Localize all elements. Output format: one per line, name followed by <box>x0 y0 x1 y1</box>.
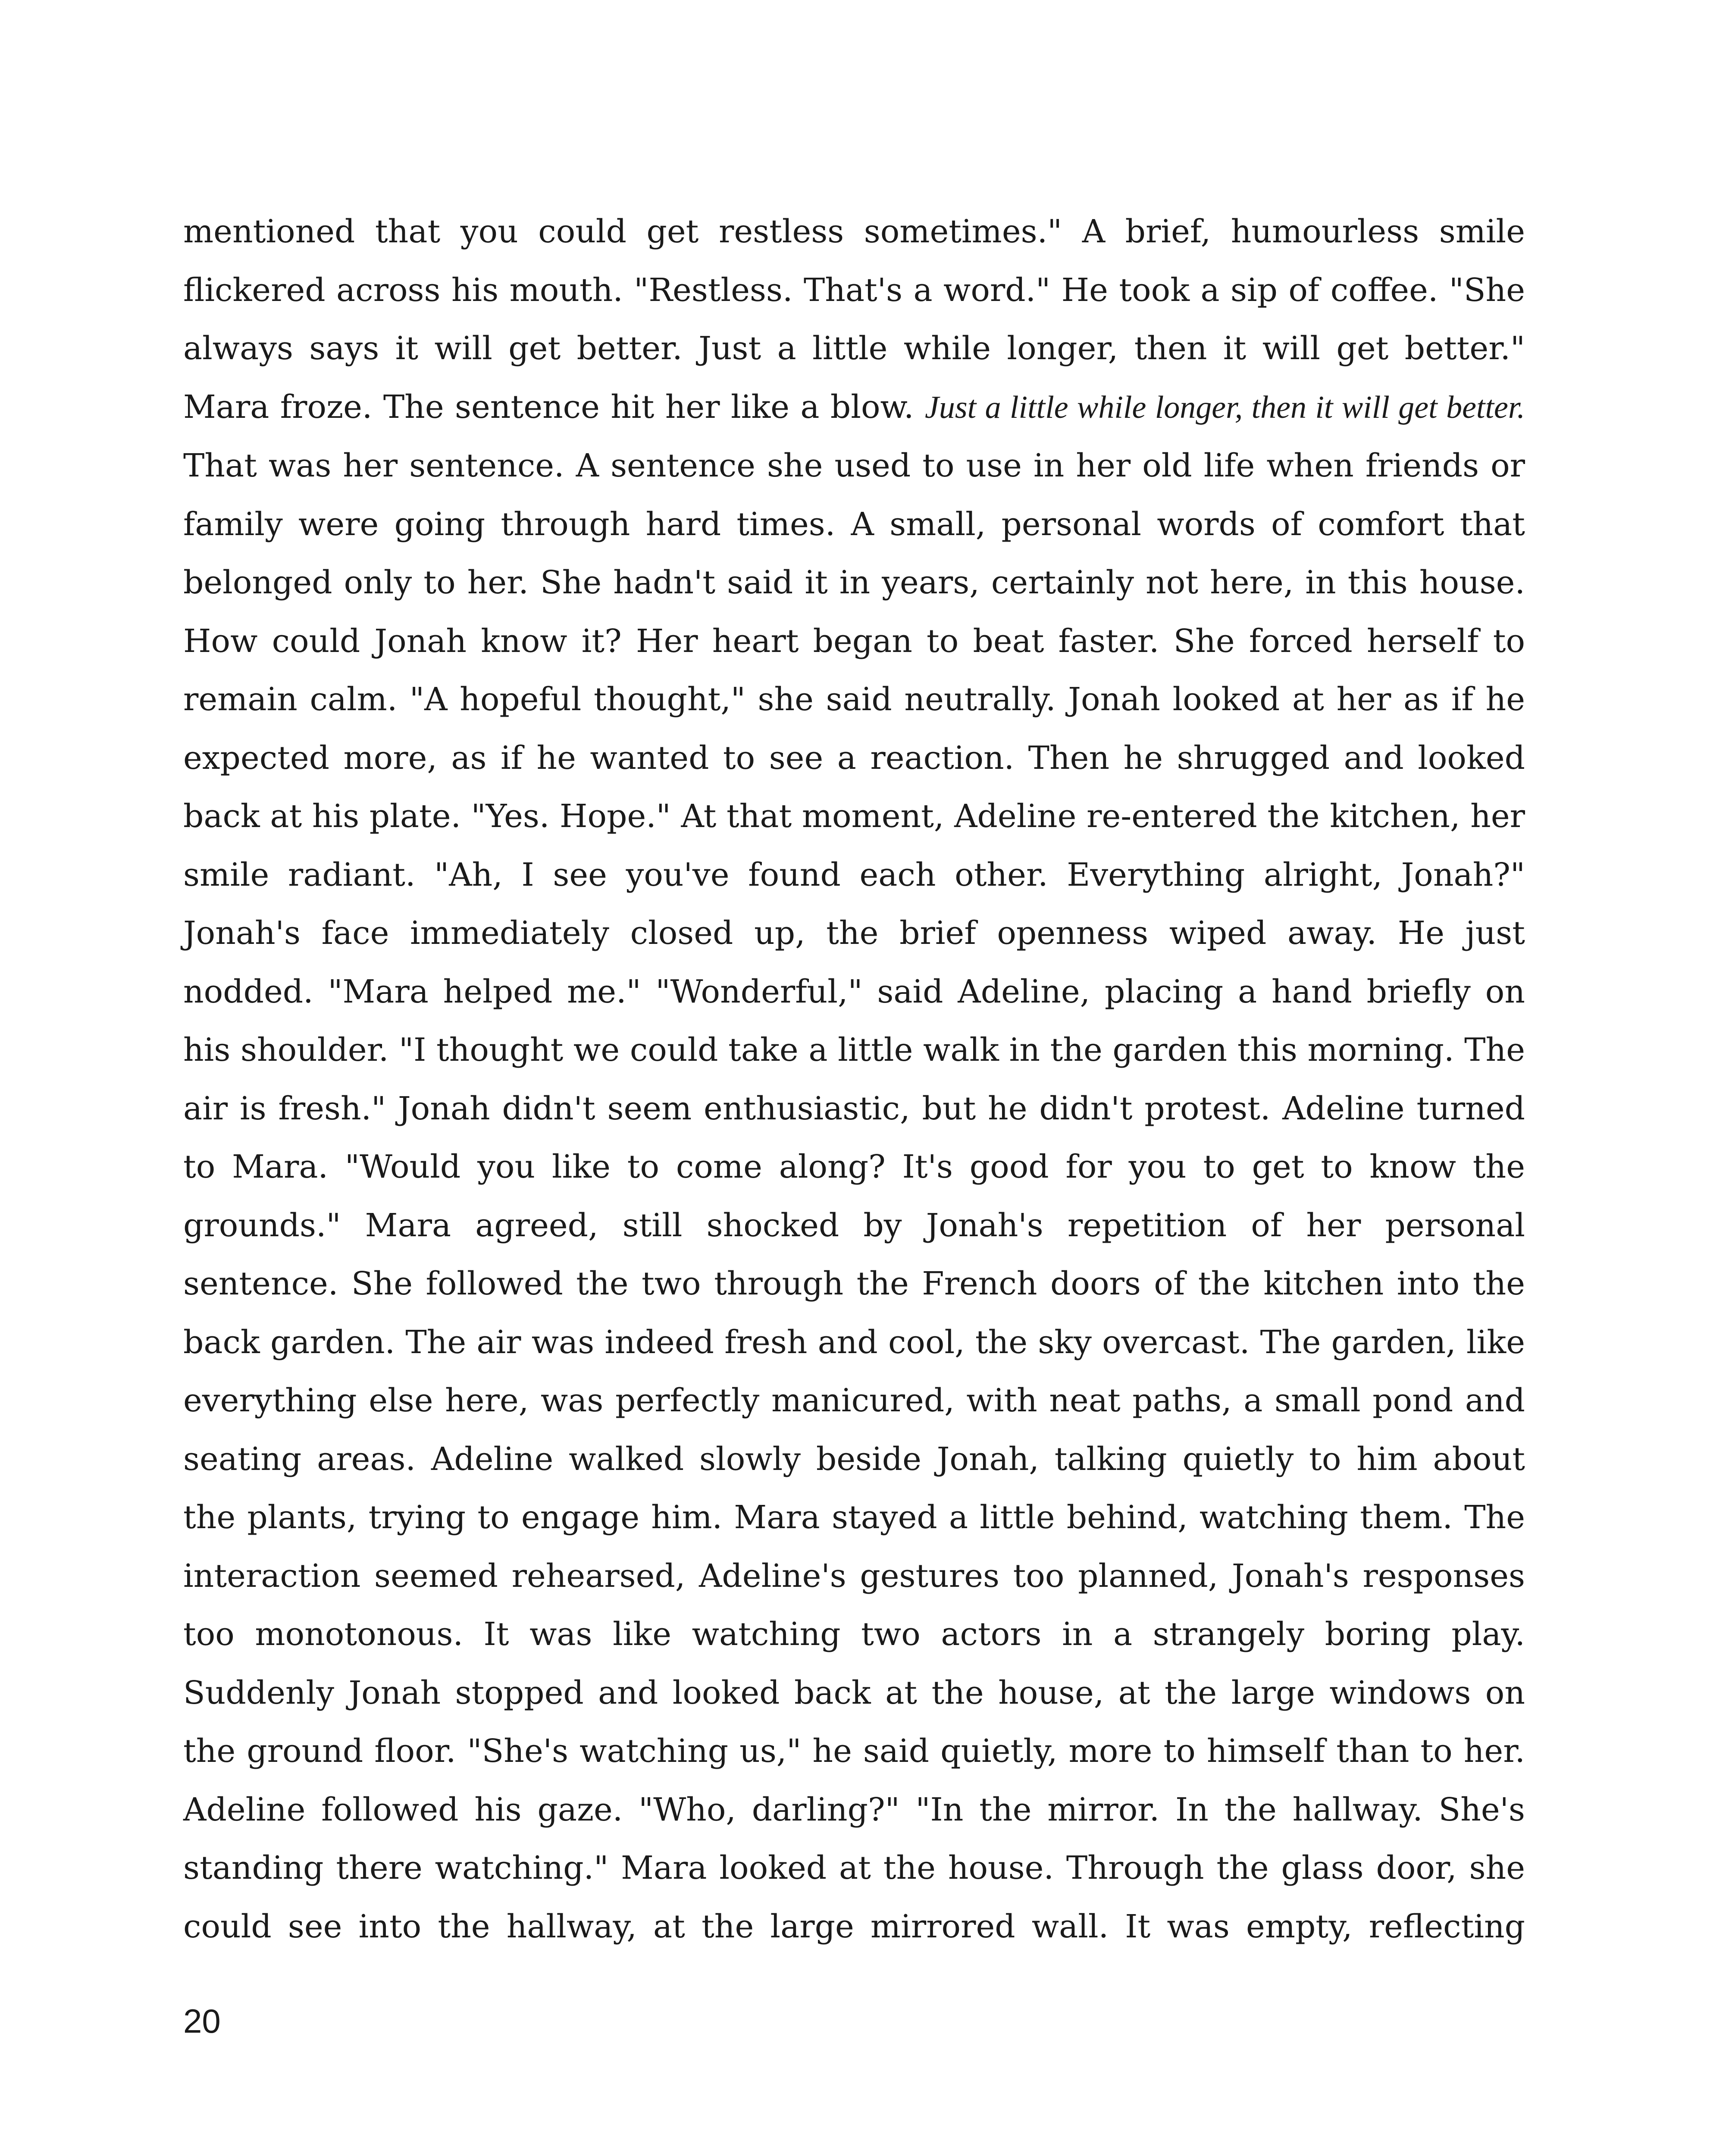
page-number: 20 <box>183 2002 221 2040</box>
italic-quote: Just a little while longer, then it will get better. <box>924 389 1525 425</box>
body-paragraph <box>183 203 1525 1956</box>
paragraph-text-after-italic: That was her sentence. A sentence she used to use in her old life when friends or family were going through hard times. A small, personal words of comfort that belonged only to her. She hadn't said it in years, certainly not here, in this house. How could Jonah know it? Her heart began to beat faster. She forced herself to remain calm. "A hopeful thought," she said neutrally. Jonah looked at her as if he expected more, as if he wanted to see a reaction. Then he shrugged and looked back at his plate. "Yes. Hope." At that moment, Adeline re-entered the kitchen, her smile radiant. "Ah, I see you've found each other. Everything alright, Jonah?" Jonah's face immediately closed up, the brief openness wiped away. He just nodded. "Mara helped me." "Wonderful," said Adeline, placing a hand briefly on his shoulder. "I thought we could take a little walk in the garden this morning. The air is fresh." Jonah didn't seem enthusiastic, but he didn't protest. Adeline turned to Mara. "Would you like to come along? It's good for you to get to know the grounds." Mara agreed, still shocked by Jonah's repetition of her personal sentence. She followed the two through the French doors of the kitchen into the back garden. The air was indeed fresh and cool, the sky overcast. The garden, like everything else here, was perfectly manicured, with neat paths, a small pond and seating areas. Adeline walked slowly beside Jonah, talking quietly to him about the plants, trying to engage him. Mara stayed a little behind, watching them. The interaction seemed rehearsed, Adeline's gestures too planned, Jonah's responses too monotonous. It was like watching two actors in a strangely boring play. Suddenly Jonah stopped and looked back at the house, at the large windows on the ground floor. "She's watching us," he said quietly, more to himself than to her. Adeline followed his gaze. "Who, darling?" "In the mirror. In the hallway. She's standing there watching." Mara looked at the house. Through the glass door, she could see into the hallway, at the large mirrored wall. It was empty, reflecting <box>183 447 1525 1945</box>
paragraph-text-before-italic: mentioned that you could get restless sometimes." A brief, humourless smile flickered across his mouth. "Restless. That's a word." He took a sip of coffee. "She always says it will get better. Just a little while longer, then it will get better." Mara froze. The sentence hit her like a blow. <box>183 213 1525 426</box>
